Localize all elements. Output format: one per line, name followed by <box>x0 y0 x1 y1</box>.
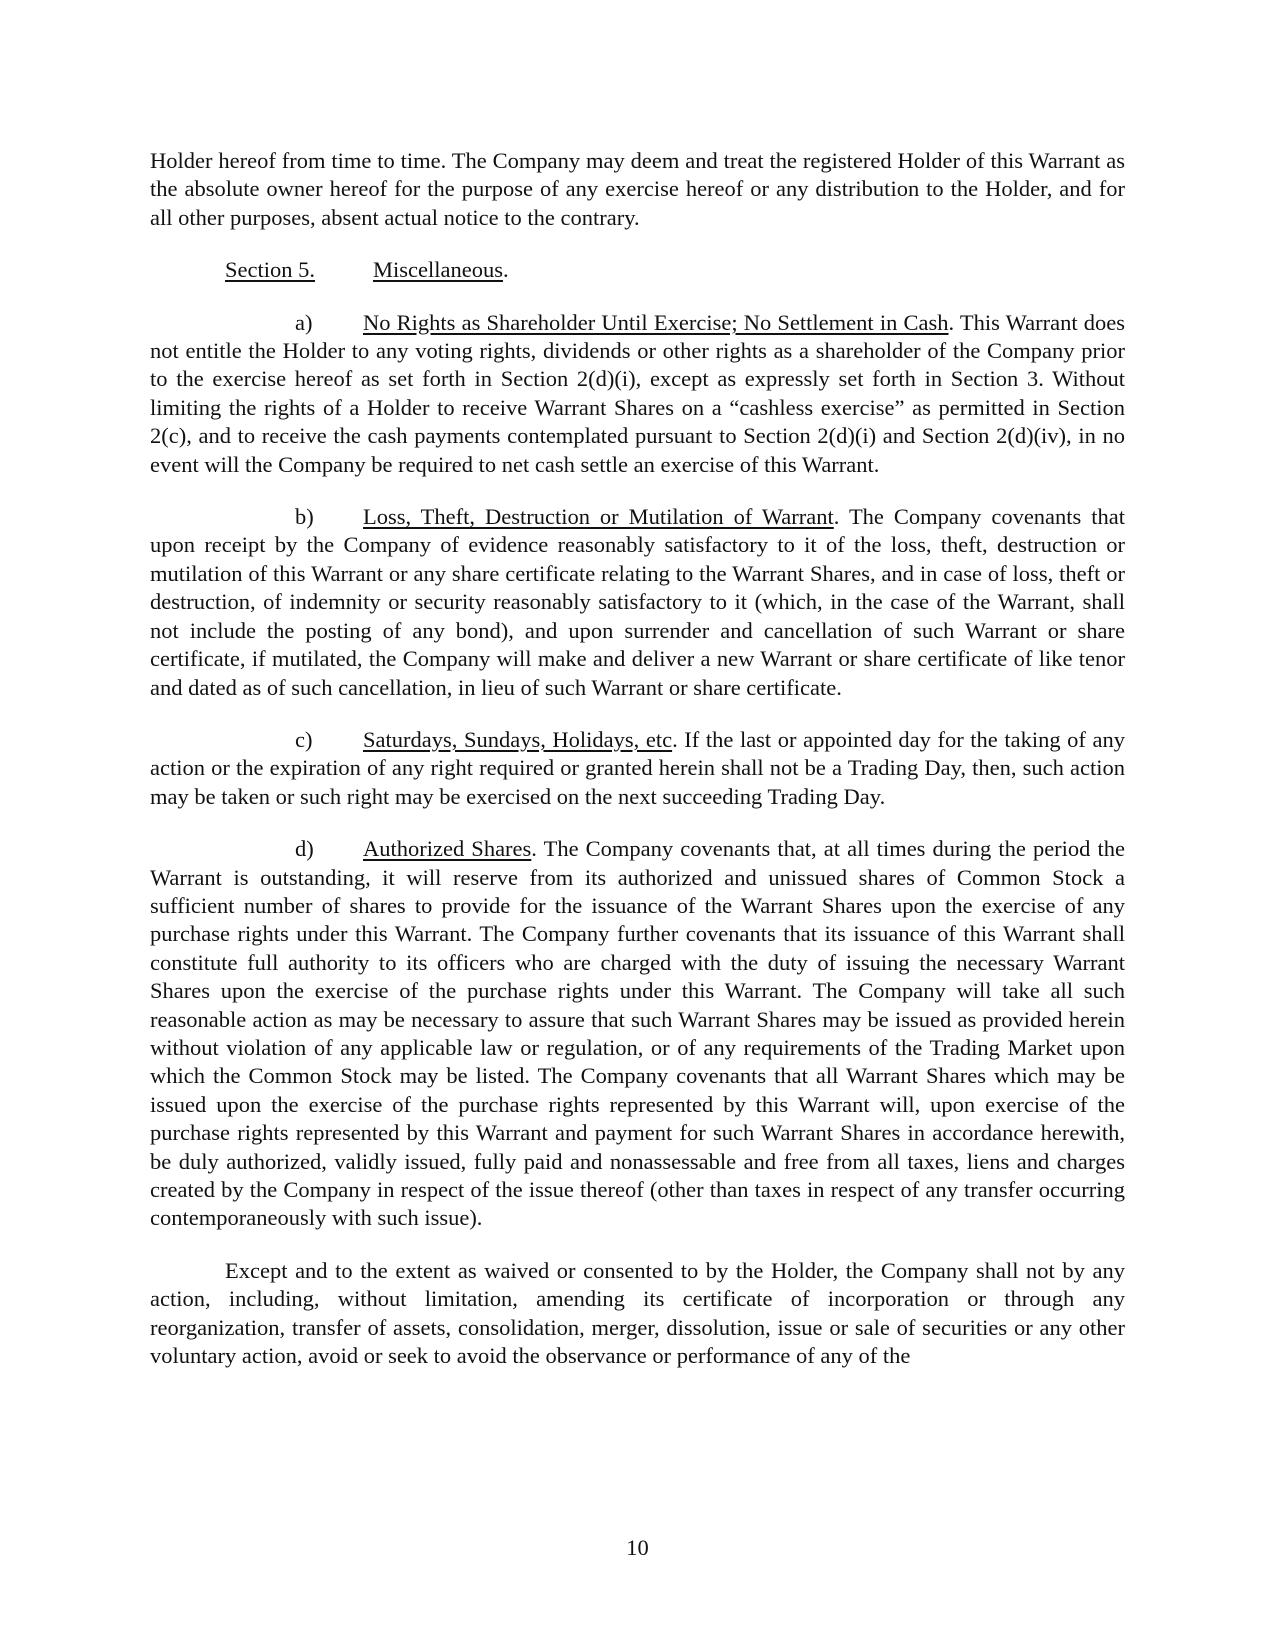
subsection-title: No Rights as Shareholder Until Exercise; No Settlement in Cash <box>363 309 949 335</box>
subsection-body: . The Company covenants that, at all times during the period the Warrant is outstanding, it will reserve from its authorized and unissued shares of Common Stock a sufficient number of shares to provide for the issuance of the Warrant Shares upon the exercise of any purchase rights under this Warrant. The Company further covenants that its issuance of this Warrant shall constitute full authority to its officers who are charged with the duty of issuing the necessary Warrant Shares upon the exercise of the purchase rights under this Warrant. The Company will take all such reasonable action as may be necessary to assure that such Warrant Shares may be issued as provided herein without violation of any applicable law or regulation, or of any requirements of the Trading Market upon which the Common Stock may be listed. The Company covenants that all Warrant Shares which may be issued upon the exercise of the purchase rights represented by this Warrant will, upon exercise of the purchase rights represented by this Warrant and payment for such Warrant Shares in accordance herewith, be duly authorized, validly issued, fully paid and nonassessable and free from all taxes, liens and charges created by the Company in respect of the issue thereof (other than taxes in respect of any transfer occurring contemporaneously with such issue). <box>150 836 1125 1231</box>
section-number: Section 5. <box>225 257 315 283</box>
subsection-body: . If the last or appointed day for the taking of any action or the expiration of any right required or granted herein shall not be a Trading Day, then, such action may be taken or such right may be exercised on the next succeeding Trading Day. <box>150 726 1125 809</box>
subsection-label: a) <box>295 309 313 335</box>
opening-paragraph: Holder hereof from time to time. The Company may deem and treat the registered Holder of this Warrant as the absolute owner hereof for the purpose of any exercise hereof or any distribution to the Holder, and for all other purposes, absent actual notice to the contrary. <box>150 148 1125 230</box>
section-title-suffix: . <box>502 257 509 283</box>
subsection-body: . This Warrant does not entitle the Holder to any voting rights, dividends or other rights as a shareholder of the Company prior to the exercise hereof as set forth in Section 2(d)(i), except as expressly set forth in Section 3. Without limiting the rights of a Holder to receive Warrant Shares on a “cashless exercise” as permitted in Section 2(c), and to receive the cash payments contemplated pursuant to Section 2(d)(i) and Section 2(d)(iv), in no event will the Company be required to net cash settle an exercise of this Warrant. <box>150 309 1126 477</box>
section-heading <box>150 256 1125 284</box>
page-body <box>150 147 1125 1370</box>
closing-paragraph: Except and to the extent as waived or consented to by the Holder, the Company shall not by any action, including, without limitation, amending its certificate of incorporation or through any reorganization, transfer of assets, consolidation, merger, dissolution, issue or sale of securities or any other voluntary action, avoid or seek to avoid the observance or performance of any of the <box>150 1257 1125 1369</box>
subsection-d <box>150 835 1125 1233</box>
subsection-label: d) <box>295 836 314 862</box>
subsection-a <box>150 309 1125 479</box>
page-number: 10 <box>626 1535 649 1560</box>
section-title: Miscellaneous <box>373 257 503 283</box>
subsection-label: b) <box>295 504 314 530</box>
subsection-c <box>150 726 1125 811</box>
subsection-title: Authorized Shares <box>363 836 532 862</box>
subsection-label: c) <box>295 726 313 752</box>
subsection-body: . The Company covenants that upon receipt by the Company of evidence reasonably satisfactory to it of the loss, theft, destruction or mutilation of this Warrant or any share certificate relating to the Warrant Shares, and in case of loss, theft or destruction, of indemnity or security reasonably satisfactory to it (which, in the case of the Warrant, shall not include the posting of any bond), and upon surrender and cancellation of such Warrant or share certificate, if mutilated, the Company will make and deliver a new Warrant or share certificate of like tenor and dated as of such cancellation, in lieu of such Warrant or share certificate. <box>150 504 1125 700</box>
subsection-title: Saturdays, Sundays, Holidays, etc <box>363 726 673 752</box>
subsection-b <box>150 503 1125 702</box>
subsection-title: Loss, Theft, Destruction or Mutilation of Warrant <box>363 504 834 530</box>
